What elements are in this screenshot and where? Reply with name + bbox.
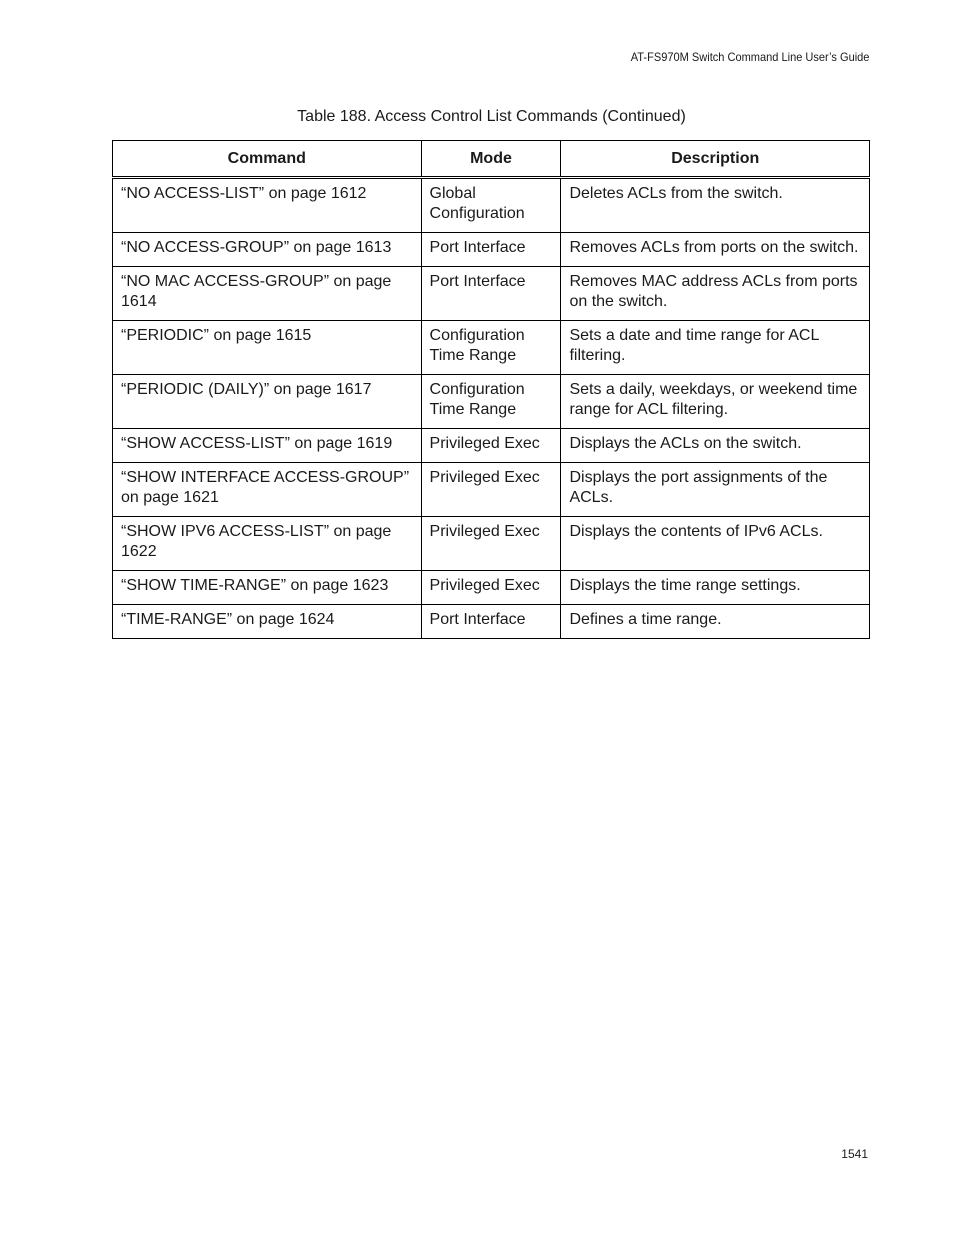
command-cell: “NO MAC ACCESS-GROUP” on page 1614 <box>113 267 422 321</box>
mode-cell: Configuration Time Range <box>421 321 561 375</box>
command-cell: “SHOW ACCESS-LIST” on page 1619 <box>113 429 422 463</box>
command-cell: “TIME-RANGE” on page 1624 <box>113 605 422 639</box>
table-header-row <box>113 141 870 178</box>
table-row <box>113 178 870 233</box>
mode-cell: Port Interface <box>421 267 561 321</box>
command-cell: “SHOW TIME-RANGE” on page 1623 <box>113 571 422 605</box>
acl-commands-table <box>112 140 870 639</box>
page-number: 1541 <box>841 1147 868 1161</box>
command-cell: “SHOW IPV6 ACCESS-LIST” on page 1622 <box>113 517 422 571</box>
table-caption: Table 188. Access Control List Commands (Continued) <box>297 108 686 125</box>
table-row <box>113 321 870 375</box>
description-cell: Removes MAC address ACLs from ports on the switch. <box>561 267 870 321</box>
description-cell: Displays the ACLs on the switch. <box>561 429 870 463</box>
command-cell: “NO ACCESS-LIST” on page 1612 <box>113 178 422 233</box>
mode-cell: Privileged Exec <box>421 429 561 463</box>
running-header: AT-FS970M Switch Command Line User’s Guide <box>630 50 869 64</box>
mode-cell: Configuration Time Range <box>421 375 561 429</box>
command-cell: “NO ACCESS-GROUP” on page 1613 <box>113 233 422 267</box>
mode-cell: Global Configuration <box>421 178 561 233</box>
mode-cell: Privileged Exec <box>421 571 561 605</box>
table-row <box>113 605 870 639</box>
table-row <box>113 267 870 321</box>
mode-cell: Privileged Exec <box>421 463 561 517</box>
column-header-description: Description <box>561 141 870 178</box>
table-row <box>113 517 870 571</box>
command-cell: “PERIODIC (DAILY)” on page 1617 <box>113 375 422 429</box>
description-cell: Removes ACLs from ports on the switch. <box>561 233 870 267</box>
mode-cell: Privileged Exec <box>421 517 561 571</box>
description-cell: Defines a time range. <box>561 605 870 639</box>
mode-cell: Port Interface <box>421 233 561 267</box>
table-row <box>113 571 870 605</box>
table-row <box>113 463 870 517</box>
mode-cell: Port Interface <box>421 605 561 639</box>
table-row <box>113 233 870 267</box>
description-cell: Displays the port assignments of the ACLs. <box>561 463 870 517</box>
column-header-command: Command <box>113 141 422 178</box>
description-cell: Sets a date and time range for ACL filtering. <box>561 321 870 375</box>
description-cell: Displays the time range settings. <box>561 571 870 605</box>
description-cell: Deletes ACLs from the switch. <box>561 178 870 233</box>
table-row <box>113 375 870 429</box>
description-cell: Displays the contents of IPv6 ACLs. <box>561 517 870 571</box>
table-row <box>113 429 870 463</box>
description-cell: Sets a daily, weekdays, or weekend time range for ACL filtering. <box>561 375 870 429</box>
column-header-mode: Mode <box>421 141 561 178</box>
command-cell: “PERIODIC” on page 1615 <box>113 321 422 375</box>
command-cell: “SHOW INTERFACE ACCESS-GROUP” on page 1621 <box>113 463 422 517</box>
